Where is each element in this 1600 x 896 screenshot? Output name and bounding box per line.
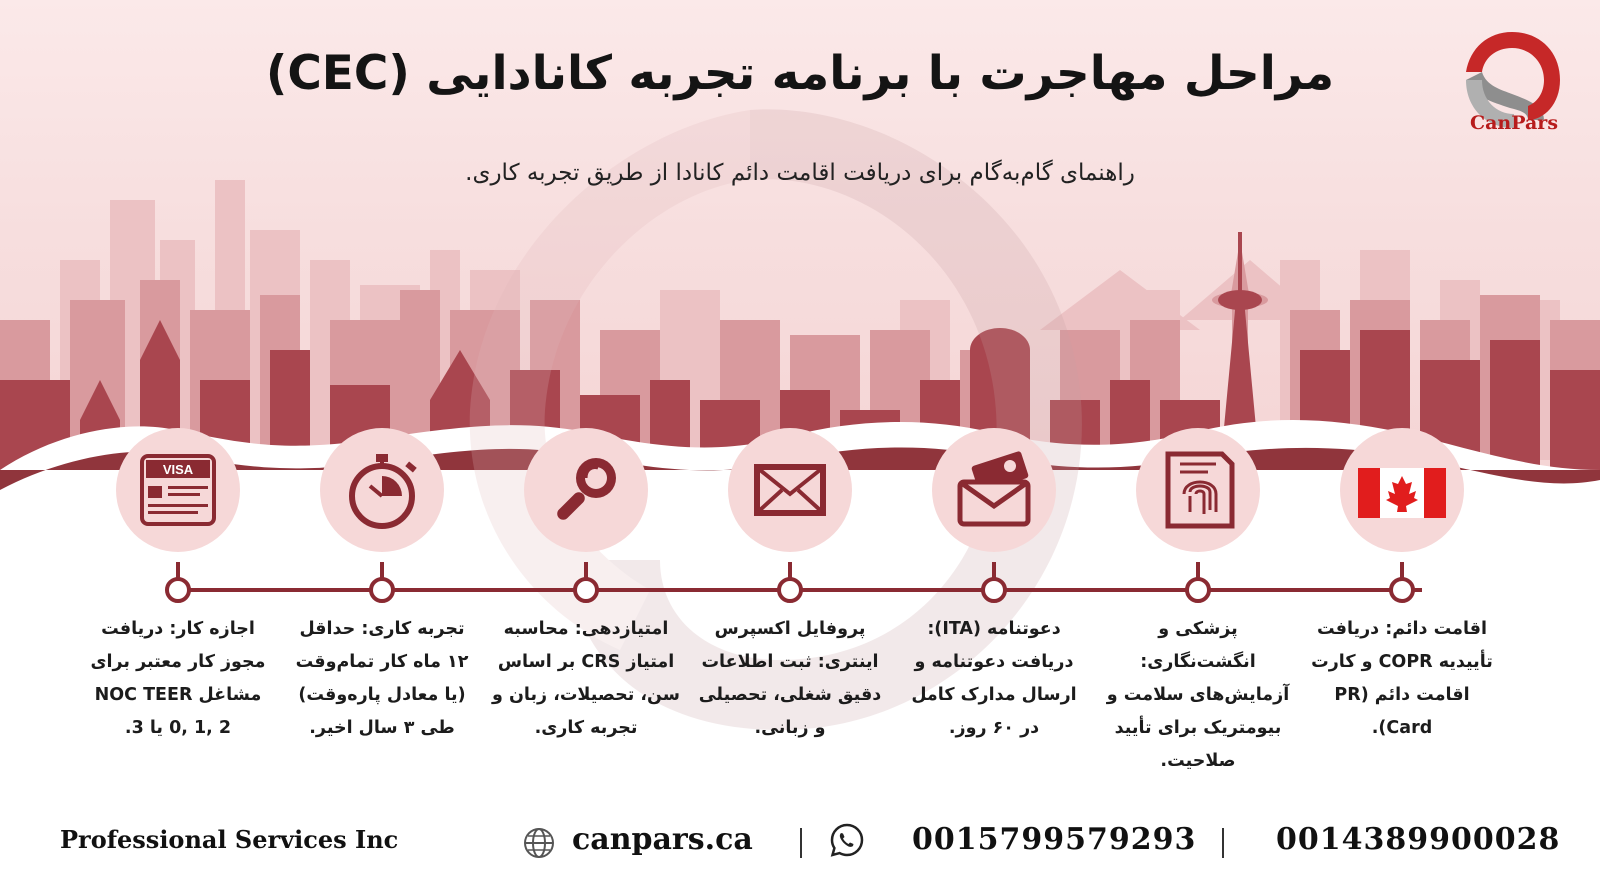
canada-flag-icon bbox=[1340, 428, 1464, 552]
footer-company-name: Professional Services Inc bbox=[60, 825, 399, 854]
timeline-node bbox=[573, 577, 599, 603]
timeline-node bbox=[165, 577, 191, 603]
phone-number-link[interactable]: 0014389900028 bbox=[1276, 822, 1561, 857]
step-work-experience: تجربه کاری: حداقل ۱۲ ماه کار تمام‌وقت (یا معادل پاره‌وقت) طی ۳ سال اخیر. bbox=[295, 619, 469, 738]
stopwatch-icon bbox=[320, 428, 444, 552]
website-link[interactable]: canpars.ca bbox=[572, 822, 753, 857]
visa-icon bbox=[116, 428, 240, 552]
step-express-entry-profile: پروفایل اکسپرس اینتری: ثبت اطلاعات دقیق شغلی، تحصیلی و زبانی. bbox=[698, 619, 882, 738]
step-invitation-ita: دعوتنامه (ITA): دریافت دعوتنامه و ارسال مدارک کامل در ۶۰ روز. bbox=[911, 619, 1077, 738]
timeline-node bbox=[1389, 577, 1415, 603]
magnifier-icon bbox=[524, 428, 648, 552]
step-work-permit: اجازه کار: دریافت مجوز کار معتبر برای مشاغل NOC TEER 0, 1, 2 یا 3. bbox=[90, 619, 266, 738]
globe-icon bbox=[522, 826, 556, 860]
fingerprint-document-icon bbox=[1136, 428, 1260, 552]
step-permanent-residence: اقامت دائم: دریافت تأییدیه COPR و کارت اقامت دائم (PR Card). bbox=[1311, 619, 1493, 738]
envelope-icon bbox=[728, 428, 852, 552]
timeline-node bbox=[981, 577, 1007, 603]
visa-label: VISA bbox=[162, 462, 194, 477]
timeline-node bbox=[1185, 577, 1211, 603]
phone-number-link[interactable]: 0015799579293 bbox=[912, 822, 1197, 857]
footer-divider bbox=[800, 828, 802, 858]
page-subtitle: راهنمای گام‌به‌گام برای دریافت اقامت دائم کانادا از طریق تجربه کاری. bbox=[465, 160, 1135, 186]
step-medical-biometrics: پزشکی و انگشت‌نگاری: آزمایش‌های سلامت و بیومتریک برای تأیید صلاحیت. bbox=[1106, 619, 1290, 771]
invitation-envelope-icon bbox=[932, 428, 1056, 552]
footer-divider bbox=[1222, 828, 1224, 858]
timeline-node bbox=[777, 577, 803, 603]
logo-text: CanPars bbox=[1469, 112, 1559, 134]
step-crs-scoring: امتیازدهی: محاسبه امتیاز CRS بر اساس سن، تحصیلات، زبان و تجربه کاری. bbox=[491, 619, 680, 738]
page-title: مراحل مهاجرت با برنامه تجربه کانادایی (CEC) bbox=[265, 46, 1335, 101]
whatsapp-icon bbox=[829, 822, 865, 858]
timeline-node bbox=[369, 577, 395, 603]
